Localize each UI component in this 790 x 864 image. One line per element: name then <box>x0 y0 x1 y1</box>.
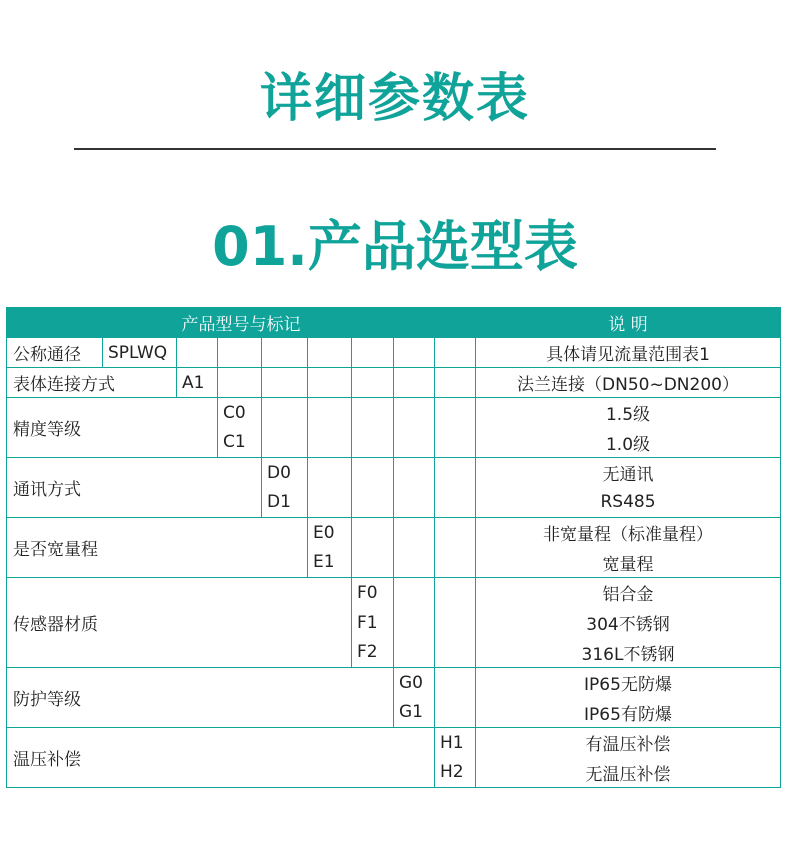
param-desc: 无温压补偿 <box>476 758 781 788</box>
table-row <box>7 518 781 548</box>
param-code: D0 <box>262 458 308 488</box>
param-code: E0 <box>308 518 352 548</box>
param-desc: IP65有防爆 <box>476 698 781 728</box>
param-name: 传感器材质 <box>7 578 352 668</box>
param-code: G0 <box>394 668 435 698</box>
table-row <box>7 398 781 428</box>
param-code: C0 <box>218 398 262 428</box>
table-row <box>7 668 781 698</box>
table-row <box>7 578 781 608</box>
param-desc: 316L不锈钢 <box>476 638 781 668</box>
param-desc: 铝合金 <box>476 578 781 608</box>
param-name: 通讯方式 <box>7 458 262 518</box>
param-code: D1 <box>262 488 308 518</box>
section-title: 01.产品选型表 <box>212 215 578 278</box>
divider <box>74 148 716 150</box>
param-code: F1 <box>352 608 394 638</box>
table-header-model: 产品型号与标记 <box>7 308 476 338</box>
param-code: G1 <box>394 698 435 728</box>
param-code: H1 <box>435 728 476 758</box>
table-row <box>7 728 781 758</box>
param-code: C1 <box>218 428 262 458</box>
param-desc: 1.5级 <box>476 398 781 428</box>
table-header-description: 说 明 <box>476 308 781 338</box>
param-name: 防护等级 <box>7 668 394 728</box>
table-row <box>7 458 781 488</box>
param-code: H2 <box>435 758 476 788</box>
param-desc: IP65无防爆 <box>476 668 781 698</box>
table-row <box>7 338 781 368</box>
param-code: F0 <box>352 578 394 608</box>
param-desc: 具体请见流量范围表1 <box>476 338 781 368</box>
param-code: SPLWQ <box>103 338 177 368</box>
param-desc: 有温压补偿 <box>476 728 781 758</box>
param-name: 表体连接方式 <box>7 368 177 398</box>
param-name: 温压补偿 <box>7 728 435 788</box>
param-desc: 1.0级 <box>476 428 781 458</box>
param-desc: 非宽量程（标准量程） <box>476 518 781 548</box>
param-desc: 无通讯 <box>476 458 781 488</box>
page-heading: 详细参数表 <box>259 69 530 129</box>
param-code: F2 <box>352 638 394 668</box>
param-desc: 304不锈钢 <box>476 608 781 638</box>
param-code: A1 <box>177 368 218 398</box>
param-desc: RS485 <box>476 488 781 518</box>
param-code: E1 <box>308 548 352 578</box>
product-selection-table <box>6 307 781 788</box>
param-name: 精度等级 <box>7 398 218 458</box>
param-name: 是否宽量程 <box>7 518 308 578</box>
param-desc: 宽量程 <box>476 548 781 578</box>
table-row <box>7 368 781 398</box>
param-desc: 法兰连接（DN50~DN200） <box>476 368 781 398</box>
param-name: 公称通径 <box>7 338 103 368</box>
